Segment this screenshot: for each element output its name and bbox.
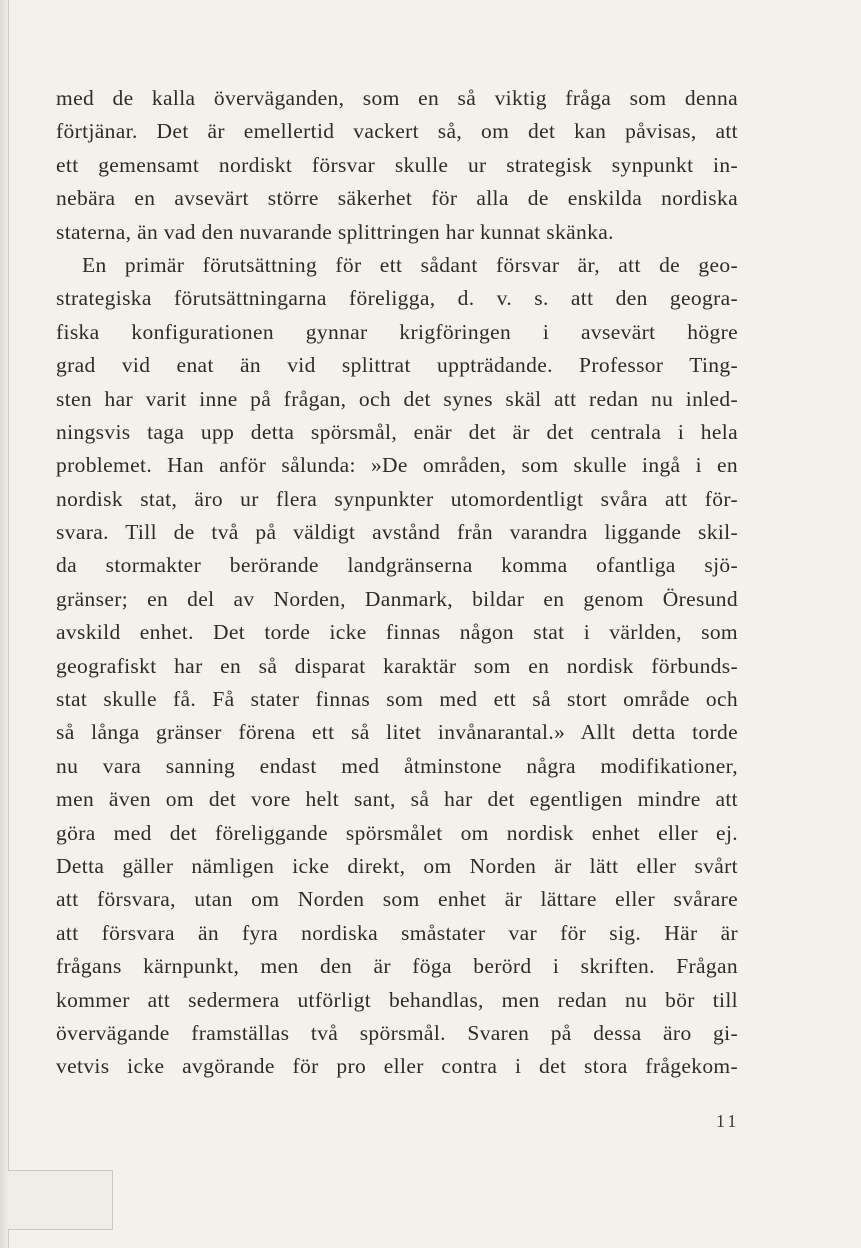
text-line-19: stat skulle få. Få stater finnas som med ett så stort område och xyxy=(56,687,738,712)
text-line-28: kommer att sedermera utförligt behandlas, men redan nu bör till xyxy=(56,987,738,1012)
text-line-3: ett gemensamt nordiskt försvar skulle ur strategisk synpunkt in- xyxy=(56,152,738,177)
text-line-14: svara. Till de två på väldigt avstånd från varandra liggande skil- xyxy=(56,520,738,545)
text-line-21: nu vara sanning endast med åtminstone några modifikationer, xyxy=(56,753,738,778)
text-line-9: grad vid enat än vid splittrat uppträdande. Professor Ting- xyxy=(56,353,738,378)
text-line-6: En primär förutsättning för ett sådant försvar är, att de geo- xyxy=(82,252,738,277)
text-line-4: nebära en avsevärt större säkerhet för alla de enskilda nordiska xyxy=(56,186,738,211)
text-line-8: fiska konfigurationen gynnar krigföringen i avsevärt högre xyxy=(56,319,738,344)
text-line-25: att försvara, utan om Norden som enhet är lättare eller svårare xyxy=(56,887,738,912)
text-line-20: så långa gränser förena ett så litet invånarantal.» Allt detta torde xyxy=(56,720,738,745)
text-line-11: ningsvis taga upp detta spörsmål, enär det är det centrala i hela xyxy=(56,419,738,444)
text-line-10: sten har varit inne på frågan, och det synes skäl att redan nu inled- xyxy=(56,386,738,411)
page-number: 11 xyxy=(716,1111,740,1131)
text-line-29: övervägande framställas två spörsmål. Svaren på dessa äro gi- xyxy=(56,1020,738,1045)
text-line-18: geografiskt har en så disparat karaktär som en nordisk förbunds- xyxy=(56,653,738,678)
text-line-5: staterna, än vad den nuvarande splittringen har kunnat skänka. xyxy=(56,219,614,244)
text-line-1: med de kalla överväganden, som en så viktig fråga som denna xyxy=(56,86,738,110)
text-line-26: att försvara än fyra nordiska småstater var för sig. Här är xyxy=(56,920,738,945)
text-line-22: men även om det vore helt sant, så har det egentligen mindre att xyxy=(56,787,738,812)
page-edge-tab xyxy=(8,1170,113,1230)
text-line-27: frågans kärnpunkt, men den är föga berörd i skriften. Frågan xyxy=(56,954,738,979)
text-line-17: avskild enhet. Det torde icke finnas någon stat i världen, som xyxy=(56,620,738,645)
text-line-16: gränser; en del av Norden, Danmark, bildar en genom Öresund xyxy=(56,586,738,611)
text-line-7: strategiska förutsättningarna föreligga, d. v. s. att den geogra- xyxy=(56,286,738,311)
text-line-2: förtjänar. Det är emellertid vackert så, om det kan påvisas, att xyxy=(56,119,738,144)
text-line-30: vetvis icke avgörande för pro eller contra i det stora frågekom- xyxy=(56,1054,738,1079)
text-line-13: nordisk stat, äro ur flera synpunkter utomordentligt svåra att för- xyxy=(56,486,738,511)
page-binding-edge xyxy=(0,0,9,1248)
text-line-15: da stormakter berörande landgränserna komma ofantliga sjö- xyxy=(56,553,738,578)
text-line-23: göra med det föreliggande spörsmålet om nordisk enhet eller ej. xyxy=(56,820,738,845)
text-line-24: Detta gäller nämligen icke direkt, om Norden är lätt eller svårt xyxy=(56,853,738,878)
body-text xyxy=(56,82,738,1084)
text-line-12: problemet. Han anför sålunda: »De områden, som skulle ingå i en xyxy=(56,453,738,478)
